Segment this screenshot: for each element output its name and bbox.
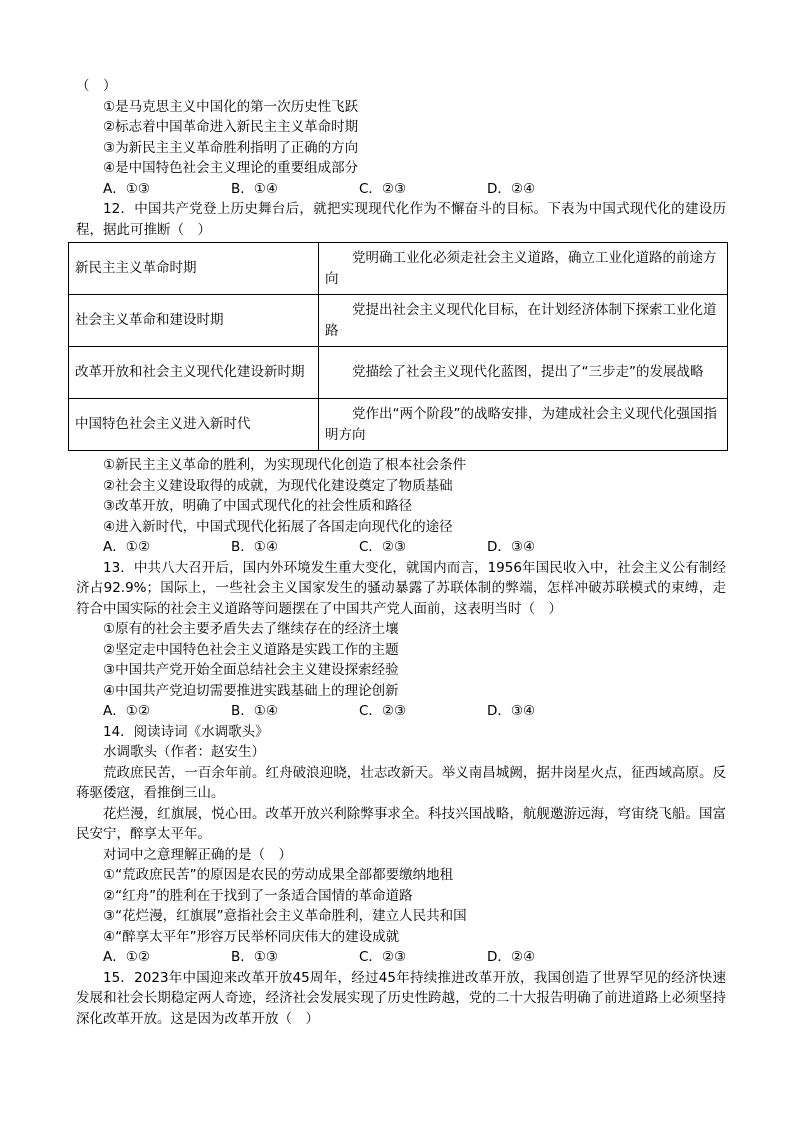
poem-title: 水调歌头（作者：赵安生） xyxy=(103,744,265,760)
table-content-cell: 党提出社会主义现代化目标，在计划经济体制下探索工业化道路 xyxy=(319,295,728,347)
q11-option-c[interactable]: C．②③ xyxy=(359,180,407,197)
q12-option-a[interactable]: A．①② xyxy=(103,539,150,555)
table-content-cell: 党明确工业化必须走社会主义道路，确立工业化道路的前途方向 xyxy=(319,243,728,295)
q11-option-d[interactable]: D．②④ xyxy=(487,180,536,197)
poem-stanza-2: 花烂漫，红旗展，悦心田。改革开放兴利除弊事求全。科技兴国战略，航舰邀游远海，穹宙绕飞船。国富民安宁，醉享太平年。 xyxy=(76,805,726,842)
q13-option-a[interactable]: A．①② xyxy=(103,703,150,719)
q14-question: 对词中之意理解正确的是（ ） xyxy=(103,846,292,863)
q11-item-4: ④是中国特色社会主义理论的重要组成部分 xyxy=(103,160,359,176)
q13-stem: 13．中共八大召开后，国内外环境发生重大变化，就国内而言，1956年国民收入中，社会主义公有制经济占92.9%；国际上，一些社会主义国家发生的骚动暴露了苏联体制的弊端，怎样冲破苏联模式的束缚，走符合中国实际的社会主义道路等问题摆在了中国共产党人面前，这表明当时（ ） xyxy=(76,559,726,617)
q12-table xyxy=(68,242,728,451)
q13-option-b[interactable]: B．①④ xyxy=(231,703,278,719)
q12-item-3: ③改革开放，明确了中国式现代化的社会性质和路径 xyxy=(103,498,413,514)
table-period-cell: 中国特色社会主义进入新时代 xyxy=(69,399,319,451)
q12-options xyxy=(76,537,726,558)
table-row xyxy=(69,347,728,399)
q12-item-2: ②社会主义建设取得的成就，为现代化建设奠定了物质基础 xyxy=(103,477,453,494)
q13-option-c[interactable]: C．②③ xyxy=(359,703,407,719)
q13-item-2: ②坚定走中国特色社会主义道路是实践工作的主题 xyxy=(103,641,399,658)
table-content-cell: 党作出“两个阶段”的战略安排，为建成社会主义现代化强国指明方向 xyxy=(319,399,728,451)
q11-item-1: ①是马克思主义中国化的第一次历史性飞跃 xyxy=(103,98,359,115)
q12-item-4: ④进入新时代，中国式现代化拓展了各国走向现代化的途径 xyxy=(103,518,453,535)
q14-stem: 14．阅读诗词《水调歌头》 xyxy=(103,723,269,740)
q12-stem: 12．中国共产党登上历史舞台后，就把实现现代化作为不懈奋斗的目标。下表为中国式现代化的建设历程，据此可推断（ ） xyxy=(76,201,726,238)
q11-bracket: （ ） xyxy=(76,78,117,94)
page-content xyxy=(76,76,726,1029)
q14-option-d[interactable]: D．②④ xyxy=(487,949,536,965)
table-content-cell: 党描绘了社会主义现代化蓝图，提出了“三步走”的发展战略 xyxy=(319,347,728,399)
q13-option-d[interactable]: D．③④ xyxy=(487,703,536,719)
q14-item-3: ③“花烂漫，红旗展”意指社会主义革命胜利，建立人民共和国 xyxy=(103,908,467,924)
table-row xyxy=(69,295,728,347)
q13-item-4: ④中国共产党迫切需要推进实践基础上的理论创新 xyxy=(103,682,399,699)
q11-item-2: ②标志着中国革命进入新民主主义革命时期 xyxy=(103,119,359,135)
q14-option-c[interactable]: C．②③ xyxy=(359,949,407,965)
q11-option-a[interactable]: A．①③ xyxy=(103,180,150,197)
table-period-cell: 社会主义革命和建设时期 xyxy=(69,295,319,347)
q14-item-1: ①“荒政庶民苦”的原因是农民的劳动成果全部都要缴纳地租 xyxy=(103,867,454,883)
q11-item-3: ③为新民主主义革命胜利指明了正确的方向 xyxy=(103,139,359,156)
q11-options xyxy=(76,179,726,200)
q14-options xyxy=(76,947,726,968)
q12-option-c[interactable]: C．②③ xyxy=(359,539,407,555)
table-period-cell: 新民主主义革命时期 xyxy=(69,243,319,295)
q14-option-a[interactable]: A．①② xyxy=(103,949,150,965)
q14-option-b[interactable]: B．①③ xyxy=(231,949,278,965)
q12-option-d[interactable]: D．③④ xyxy=(487,539,536,555)
q13-item-1: ①原有的社会主要矛盾失去了继续存在的经济土壤 xyxy=(103,621,399,637)
q13-options xyxy=(76,701,726,722)
q12-option-b[interactable]: B．①④ xyxy=(231,539,278,555)
table-row xyxy=(69,399,728,451)
q11-option-b[interactable]: B．①④ xyxy=(231,180,278,197)
q14-item-2: ②“红舟”的胜利在于找到了一条适合国情的革命道路 xyxy=(103,887,413,904)
poem-stanza-1: 荒政庶民苦，一百余年前。红舟破浪迎晓，壮志改新天。举义南昌城阙，据井岗星火点，征西域高原。反蒋驱倭寇，看推倒三山。 xyxy=(76,764,726,801)
table-row xyxy=(69,243,728,295)
q13-item-3: ③中国共产党开始全面总结社会主义建设探索经验 xyxy=(103,662,399,678)
q14-item-4: ④“醉享太平年”形容万民举杯同庆伟大的建设成就 xyxy=(103,928,400,945)
q15-stem: 15．2023年中国迎来改革开放45周年，经过45年持续推进改革开放，我国创造了世界罕见的经济快速发展和社会长期稳定两人奇迹，经济社会发展实现了历史性跨越，党的二十大报告明确了前进道路上必须坚持深化改革开放。这是因为改革开放（ ） xyxy=(76,969,726,1027)
table-period-cell: 改革开放和社会主义现代化建设新时期 xyxy=(69,347,319,399)
q12-item-1: ①新民主主义革命的胜利，为实现现代化创造了根本社会条件 xyxy=(103,457,467,473)
